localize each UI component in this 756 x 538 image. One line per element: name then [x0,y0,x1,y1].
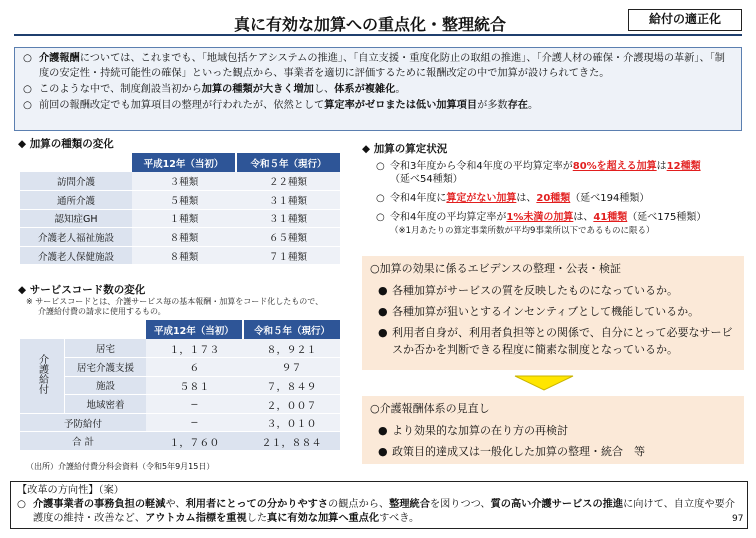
intro-paragraph-1: ○ 介護報酬については、これまでも、「地域包括ケアシステムの推進」、「自立支援・重度化防止の取組の推進」、「介護人材の確保・介護現場の革新」、「制度の安定性・持続可能性の確保」といった観点から、事業者を適切に評価するために報酬改定の中で加算が設けられてきた。 [23,53,725,79]
review-heading: ○介護報酬体系の見直し [370,402,490,415]
table-row: 予防給付 — ３，０１０ [20,413,340,432]
calc-status [362,143,752,238]
list-item: ● 各種加算がサービスの質を反映したものになっているか。 [378,284,678,297]
dot-bullet-icon: ● [378,424,388,437]
reform-text: ○ 介護事業者の事務負担の軽減や、利用者にとっての分かりやすさの観点から、整理統合を図りつつ、質の高い介護サービスの推進に向けて、自立度や要介護度の維持・改善など、アウトカム指標を重視した真に有効な加算へ重点化すべき。 [17,499,735,524]
title-underline [14,34,742,36]
group-label: 介護給付 [20,339,65,413]
circle-bullet-icon: ○ [376,193,385,204]
circle-bullet-icon: ○ [17,499,26,510]
dot-bullet-icon: ● [378,445,388,458]
intro-box [14,47,742,131]
evidence-heading: ○加算の効果に係るエビデンスの整理・公表・検証 [370,262,622,275]
calc-item-3: ○ 令和4年度の平均算定率が1%未満の加算は、41種類（延べ175種類） [376,212,707,223]
codes-header-col: 平成12年（当初） [146,320,243,339]
source-note: （出所）介護給付費分科会資料（令和5年9月15日） [26,462,215,471]
table-row: 介護老人保健施設 ８種類 ７１種類 [20,246,340,265]
kinds-header-col: 平成12年（当初） [132,153,236,172]
table-row: 施設 ５８１ ７，８４９ [20,376,340,395]
codes-header-blank [20,320,146,339]
codes-note-2: 介護給付費の請求に使用するもの。 [38,307,166,316]
codes-note-1: ※ サービスコードとは、介護サービス毎の基本報酬・加算をコード化したもので、 [26,297,324,306]
circle-bullet-icon: ○ [23,53,32,64]
codes-table [20,320,340,451]
dot-bullet-icon: ● [378,284,388,297]
dot-bullet-icon: ● [378,326,388,339]
review-box [362,396,744,464]
dot-bullet-icon: ● [378,305,388,318]
calc-heading: ◆ 加算の算定状況 [362,143,448,155]
circle-bullet-icon: ○ [23,84,32,95]
table-row: 居宅介護支援 ６ ９７ [20,358,340,377]
calc-item-1: ○ 令和3年度から令和4年度の平均算定率が80%を超える加算は12種類 （延べ54種類） [376,161,701,185]
table-row: 訪問介護 ３種類 ２２種類 [20,172,340,191]
circle-bullet-icon: ○ [376,161,385,172]
codes-heading: ◆ サービスコード数の変化 [18,284,146,296]
codes-header-col: 令和５年（現行） [243,320,340,339]
kinds-header-col: 令和５年（現行） [236,153,340,172]
down-arrow-icon [513,375,575,391]
page-title: 真に有効な加算への重点化・整理統合 [233,15,506,34]
calc-footnote: （※1月あたりの算定事業所数が平均9事業所以下であるものに限る） [390,226,655,236]
reform-heading: 【改革の方向性】（案） [17,485,124,496]
kinds-table [20,153,340,265]
reform-box [10,481,748,529]
table-row: 通所介護 ５種類 ３１種類 [20,191,340,210]
intro-paragraph-3: ○ 前回の報酬改定でも加算項目の整理が行われたが、依然として算定率がゼロまたは低い加算項目が多数存在。 [23,100,539,111]
category-tag: 給付の適正化 [628,9,742,31]
table-row: 認知症GH １種類 ３１種類 [20,209,340,228]
table-row-total: 合 計 １，７６０ ２１，８８４ [20,432,340,451]
table-row: 地域密着 — ２，００７ [20,395,340,414]
list-item: ● 利用者自身が、利用者負担等との関係で、自分にとって必要なサービスか否かを判断できる程度に簡素な制度となっているか。 [378,326,733,356]
table-row: 介護給付 居宅 １，１７３ ８，９２１ [20,339,340,358]
intro-paragraph-2: ○ このような中で、制度創設当初から加算の種類が大きく増加し、体系が複雑化。 [23,84,406,95]
list-item: ● 政策目的達成又は一般化した加算の整理・統合 等 [378,445,645,458]
circle-bullet-icon: ○ [23,100,32,111]
kinds-heading: ◆ 加算の種類の変化 [18,138,114,150]
kinds-header-blank [20,153,132,172]
page-number: 97 [732,514,744,524]
evidence-box [362,256,744,370]
table-row: 介護老人福祉施設 ８種類 ６５種類 [20,228,340,247]
calc-item-2: ○ 令和4年度に算定がない加算は、20種類（延べ194種類） [376,193,650,204]
list-item: ● より効果的な加算の在り方の再検討 [378,424,568,437]
list-item: ● 各種加算が狙いとするインセンティブとして機能しているか。 [378,305,700,318]
circle-bullet-icon: ○ [376,212,385,223]
